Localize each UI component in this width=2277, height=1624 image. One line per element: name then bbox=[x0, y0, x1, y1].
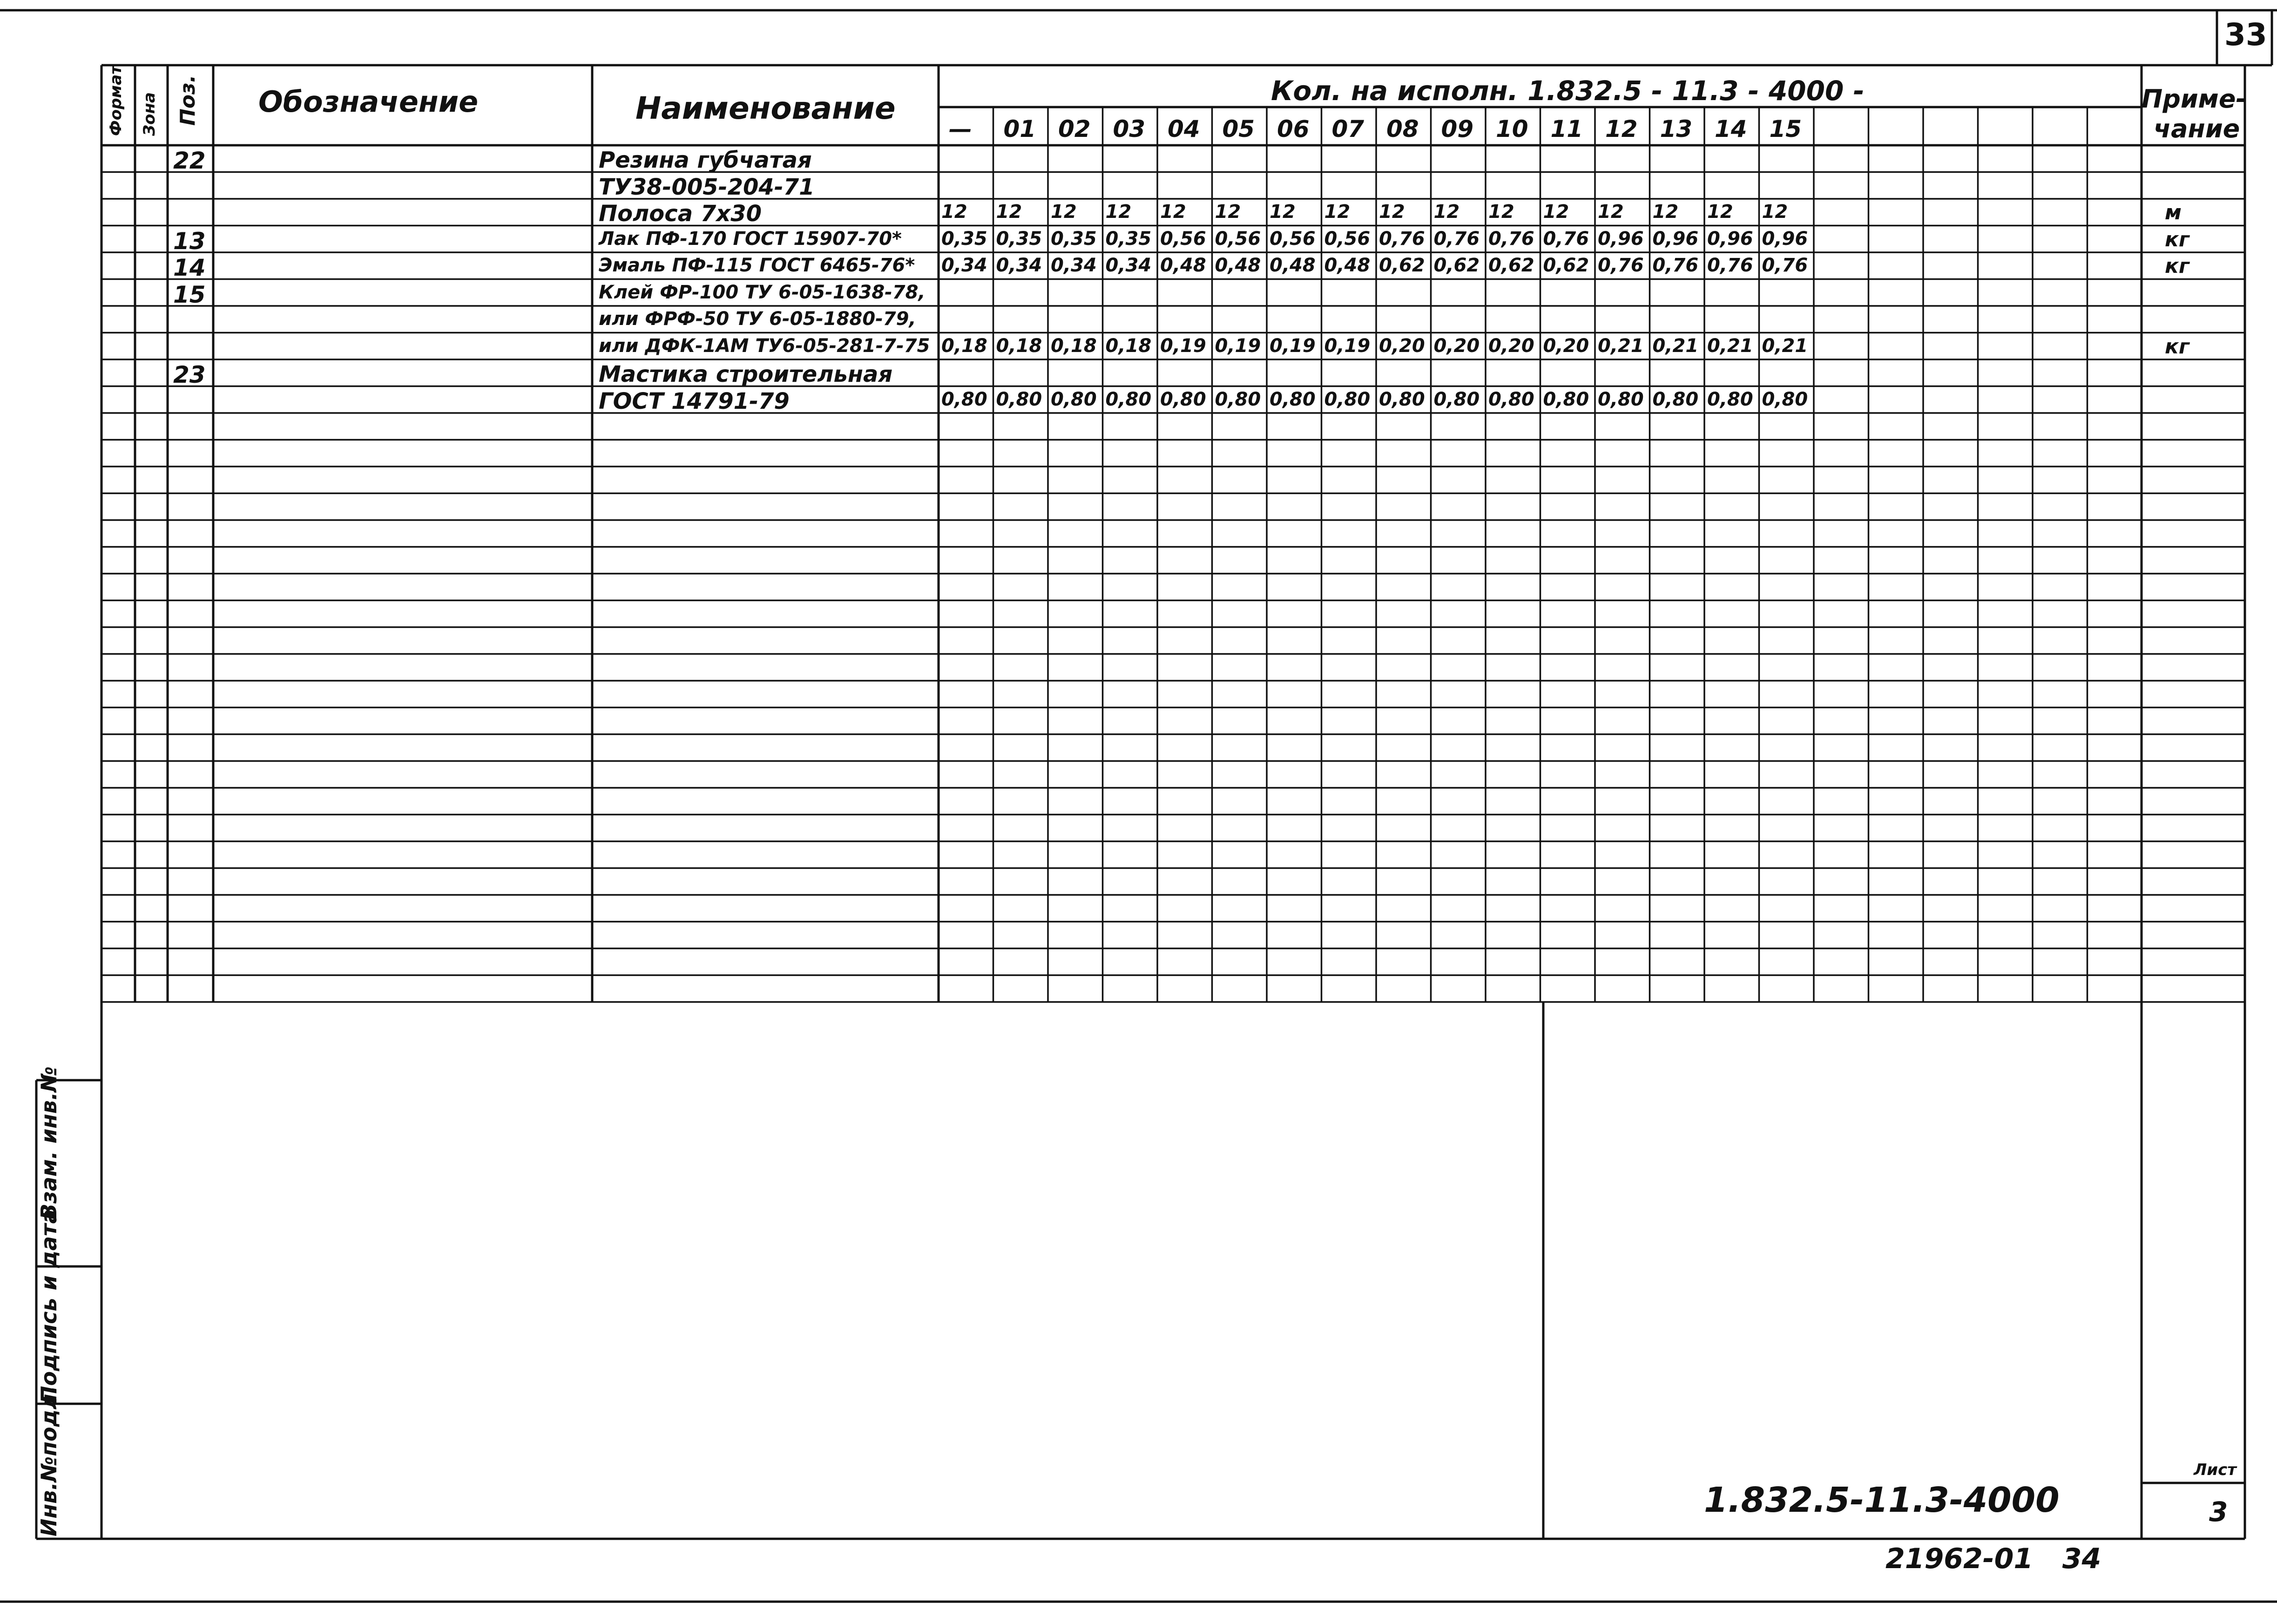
row-value: 0,35 bbox=[1105, 228, 1152, 250]
row-value: 0,80 bbox=[1324, 388, 1371, 410]
row-value: 0,80 bbox=[1160, 388, 1206, 410]
row-pos: 13 bbox=[173, 227, 206, 255]
row-value: 0,80 bbox=[1105, 388, 1152, 410]
row-value: 0,56 bbox=[1270, 228, 1316, 250]
variant-header: 09 bbox=[1441, 115, 1474, 142]
row-value: 0,18 bbox=[996, 335, 1042, 357]
row-value: 12 bbox=[1543, 201, 1569, 223]
row-value: 0,34 bbox=[1105, 255, 1152, 276]
row-value: 12 bbox=[1051, 201, 1077, 223]
footer-code: 21962-01 34 bbox=[1885, 1543, 2101, 1575]
row-pos: 23 bbox=[173, 361, 206, 388]
row-value: 0,76 bbox=[1543, 228, 1589, 250]
row-value: 0,80 bbox=[1433, 388, 1480, 410]
row-value: 12 bbox=[1652, 201, 1679, 223]
row-value: 0,21 bbox=[1598, 335, 1644, 357]
header-pos: Поз. bbox=[176, 74, 200, 126]
header-name: Наименование bbox=[635, 90, 896, 126]
row-value: 0,80 bbox=[1543, 388, 1589, 410]
row-value: 12 bbox=[1160, 201, 1186, 223]
variant-header: 03 bbox=[1113, 115, 1146, 142]
row-note: м bbox=[2165, 201, 2182, 224]
row-value: 12 bbox=[1324, 201, 1351, 223]
row-value: 0,80 bbox=[1215, 388, 1261, 410]
row-value: 0,76 bbox=[1652, 255, 1699, 276]
row-value: 0,56 bbox=[1215, 228, 1261, 250]
variant-header: 10 bbox=[1496, 115, 1528, 142]
row-value: 0,21 bbox=[1707, 335, 1753, 357]
variant-header: 06 bbox=[1277, 115, 1310, 142]
row-value: 0,19 bbox=[1160, 335, 1206, 357]
row-value: 0,56 bbox=[1324, 228, 1371, 250]
row-value: 0,62 bbox=[1488, 255, 1534, 276]
row-note: кг bbox=[2165, 227, 2189, 251]
row-value: 0,21 bbox=[1652, 335, 1699, 357]
row-value: 0,80 bbox=[1051, 388, 1097, 410]
stamp-inv-podl: Инв.№подл. bbox=[36, 1386, 61, 1536]
page-number: 33 bbox=[2224, 17, 2267, 53]
row-value: 0,35 bbox=[1051, 228, 1097, 250]
row-value: 12 bbox=[1762, 201, 1788, 223]
row-value: 0,96 bbox=[1707, 228, 1753, 250]
row-value: 0,21 bbox=[1762, 335, 1808, 357]
row-name: Резина губчатая bbox=[599, 147, 812, 173]
stamp-replaced-inv: Взам. инв.№ bbox=[36, 1066, 61, 1220]
variant-header: 07 bbox=[1331, 115, 1365, 142]
header-note-1: Приме- bbox=[2142, 84, 2246, 114]
row-value: 12 bbox=[1433, 201, 1460, 223]
row-value: 0,48 bbox=[1160, 255, 1206, 276]
row-value: 12 bbox=[996, 201, 1022, 223]
header-note-2: чание bbox=[2154, 114, 2240, 143]
row-value: 0,20 bbox=[1433, 335, 1480, 357]
row-value: 0,76 bbox=[1379, 228, 1425, 250]
variant-header: 15 bbox=[1769, 115, 1802, 142]
row-pos: 22 bbox=[173, 147, 206, 174]
row-value: 0,34 bbox=[1051, 255, 1097, 276]
row-value: 0,80 bbox=[1598, 388, 1644, 410]
row-name: или ФРФ-50 ТУ 6-05-1880-79, bbox=[599, 308, 916, 330]
row-value: 0,76 bbox=[1762, 255, 1808, 276]
row-value: 0,20 bbox=[1543, 335, 1589, 357]
variant-header: 14 bbox=[1715, 115, 1747, 142]
row-name: Мастика строительная bbox=[599, 361, 893, 387]
row-value: 0,80 bbox=[1488, 388, 1534, 410]
row-pos: 14 bbox=[173, 254, 206, 281]
sheet-label: Лист bbox=[2194, 1461, 2236, 1479]
variant-header: 12 bbox=[1605, 115, 1638, 142]
row-value: 0,62 bbox=[1543, 255, 1589, 276]
row-value: 0,96 bbox=[1762, 228, 1808, 250]
row-value: 0,34 bbox=[941, 255, 987, 276]
row-value: 0,76 bbox=[1598, 255, 1644, 276]
row-value: 12 bbox=[1270, 201, 1296, 223]
row-value: 0,62 bbox=[1379, 255, 1425, 276]
variant-header: 05 bbox=[1222, 115, 1255, 142]
sheet-number: 3 bbox=[2209, 1496, 2228, 1528]
row-value: 12 bbox=[1707, 201, 1733, 223]
row-value: 0,80 bbox=[996, 388, 1042, 410]
row-value: 0,76 bbox=[1488, 228, 1534, 250]
row-value: 0,20 bbox=[1379, 335, 1425, 357]
variant-header: 02 bbox=[1058, 115, 1091, 142]
row-value: 0,35 bbox=[941, 228, 987, 250]
row-value: 0,76 bbox=[1433, 228, 1480, 250]
row-value: 12 bbox=[1379, 201, 1405, 223]
row-note: кг bbox=[2165, 254, 2189, 278]
doc-code: 1.832.5-11.3-4000 bbox=[1704, 1480, 2060, 1520]
row-value: 12 bbox=[1488, 201, 1514, 223]
row-value: 0,18 bbox=[1105, 335, 1152, 357]
header-designation: Обозначение bbox=[258, 85, 479, 119]
row-pos: 15 bbox=[173, 281, 206, 308]
row-value: 0,76 bbox=[1707, 255, 1753, 276]
row-name: или ДФК-1АМ ТУ6-05-281-7-75 bbox=[599, 335, 930, 357]
row-value: 12 bbox=[1215, 201, 1241, 223]
row-value: 0,18 bbox=[1051, 335, 1097, 357]
row-value: 0,48 bbox=[1215, 255, 1261, 276]
row-value: 0,34 bbox=[996, 255, 1042, 276]
row-value: 0,80 bbox=[1270, 388, 1316, 410]
row-name: Клей ФР-100 ТУ 6-05-1638-78, bbox=[599, 281, 926, 303]
row-name: Полоса 7х30 bbox=[599, 201, 762, 227]
row-value: 0,48 bbox=[1270, 255, 1316, 276]
header-zone: Зона bbox=[140, 92, 159, 136]
row-value: 0,19 bbox=[1324, 335, 1371, 357]
row-value: 0,35 bbox=[996, 228, 1042, 250]
row-value: 0,80 bbox=[1707, 388, 1753, 410]
row-value: 0,96 bbox=[1598, 228, 1644, 250]
row-value: 0,19 bbox=[1270, 335, 1316, 357]
row-name: ТУ38-005-204-71 bbox=[599, 174, 815, 200]
row-note: кг bbox=[2165, 334, 2189, 359]
row-value: 0,96 bbox=[1652, 228, 1699, 250]
row-value: 0,48 bbox=[1324, 255, 1371, 276]
variant-header: 04 bbox=[1168, 115, 1200, 142]
row-value: 0,18 bbox=[941, 335, 987, 357]
variant-header: 01 bbox=[1003, 115, 1036, 142]
variant-header: 11 bbox=[1550, 115, 1583, 142]
row-value: 12 bbox=[941, 201, 967, 223]
row-name: Лак ПФ-170 ГОСТ 15907-70* bbox=[599, 228, 902, 250]
row-value: 0,80 bbox=[1652, 388, 1699, 410]
row-name: Эмаль ПФ-115 ГОСТ 6465-76* bbox=[599, 255, 915, 276]
row-name: ГОСТ 14791-79 bbox=[599, 388, 790, 414]
row-value: 0,56 bbox=[1160, 228, 1206, 250]
row-value: 12 bbox=[1105, 201, 1132, 223]
header-qty-title: Кол. на исполн. 1.832.5 - 11.3 - 4000 - bbox=[1271, 75, 1865, 107]
row-value: 0,62 bbox=[1433, 255, 1480, 276]
row-value: 0,19 bbox=[1215, 335, 1261, 357]
row-value: 0,80 bbox=[1762, 388, 1808, 410]
header-format: Формат bbox=[107, 65, 125, 136]
variant-header: 08 bbox=[1386, 115, 1419, 142]
row-value: 0,20 bbox=[1488, 335, 1534, 357]
stamp-signature-date: Подпись и дата bbox=[36, 1209, 61, 1404]
variant-header: 13 bbox=[1660, 115, 1693, 142]
variant-header: — bbox=[949, 115, 972, 142]
row-value: 0,80 bbox=[1379, 388, 1425, 410]
row-value: 12 bbox=[1598, 201, 1624, 223]
row-value: 0,80 bbox=[941, 388, 987, 410]
